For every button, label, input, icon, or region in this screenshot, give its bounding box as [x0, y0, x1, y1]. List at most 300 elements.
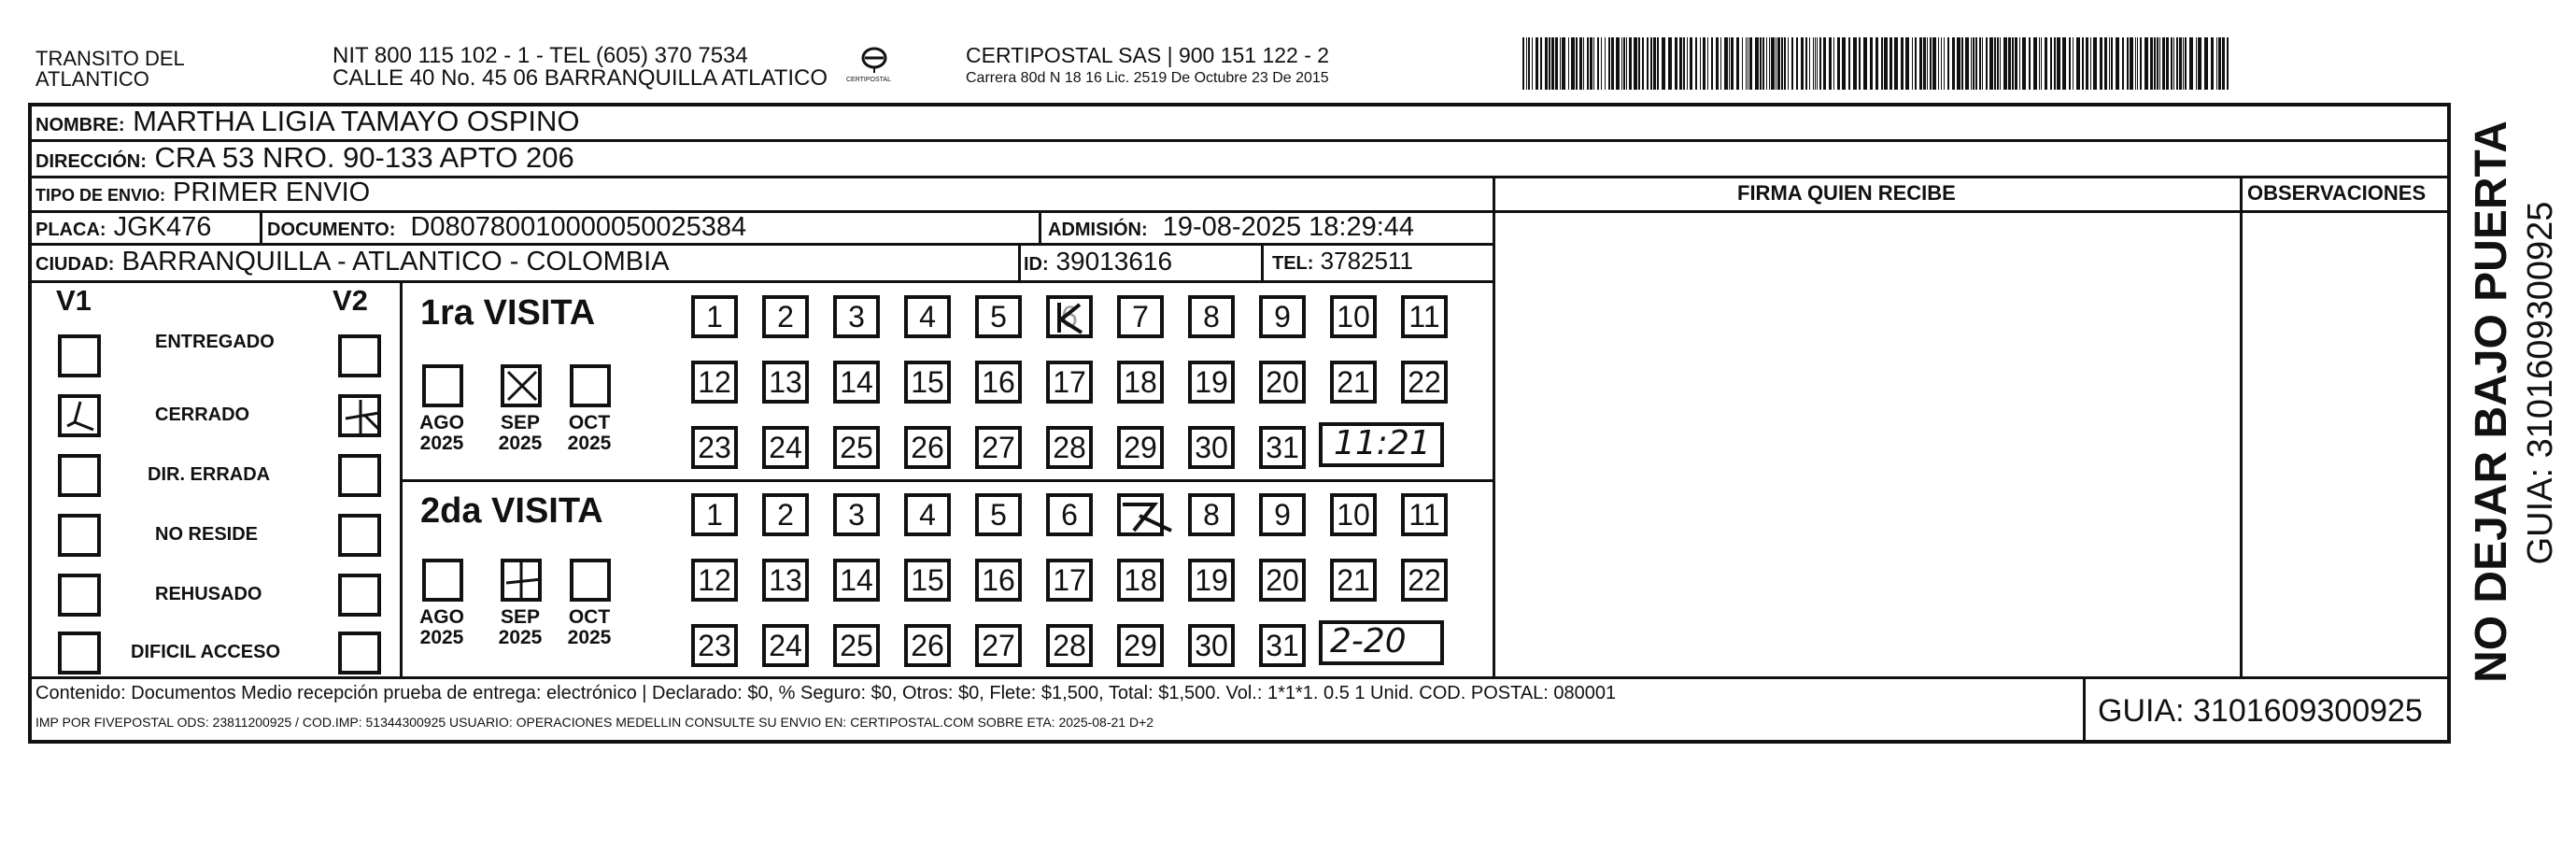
barcode-bar — [1755, 37, 1759, 90]
day-number: 5 — [990, 299, 1007, 334]
day-number: 1 — [706, 497, 723, 532]
barcode-bar — [1642, 37, 1644, 90]
day-box[interactable] — [1188, 426, 1235, 469]
barcode-bar — [1941, 37, 1942, 90]
day-number: 22 — [1408, 562, 1441, 597]
v1-label: V1 — [56, 284, 92, 317]
barcode-bar — [1668, 37, 1672, 90]
day-number: 13 — [769, 562, 802, 597]
day-box[interactable] — [975, 559, 1022, 602]
barcode-bar — [1927, 37, 1928, 90]
v2-checkbox[interactable] — [338, 394, 381, 437]
day-number: 6 — [1061, 299, 1078, 334]
day-number: 25 — [840, 430, 873, 464]
visit1-title: 1ra VISITA — [420, 293, 596, 333]
day-box[interactable] — [1117, 426, 1164, 469]
barcode-bar — [1729, 37, 1730, 90]
v1-checkbox[interactable] — [58, 334, 101, 377]
month-checkbox[interactable] — [422, 559, 463, 602]
barcode-bar — [2000, 37, 2001, 90]
handwritten-mark-icon — [1117, 495, 1173, 536]
logo-text: CERTIPOSTAL — [846, 77, 891, 83]
barcode-bar — [2062, 37, 2066, 90]
barcode-bar — [1771, 37, 1775, 90]
barcode-bar — [1923, 37, 1926, 90]
day-box[interactable] — [1259, 624, 1306, 667]
id-label: ID: — [1024, 254, 1049, 275]
day-box[interactable] — [975, 361, 1022, 404]
barcode-bar — [1526, 37, 1527, 90]
day-box[interactable] — [975, 426, 1022, 469]
sender-nit: NIT 800 115 102 - 1 - TEL (605) 370 7534 — [333, 43, 748, 68]
v2-checkbox[interactable] — [338, 334, 381, 377]
day-box[interactable] — [1188, 624, 1235, 667]
barcode-bar — [1653, 37, 1656, 90]
barcode-bar — [1571, 37, 1575, 90]
v1-checkbox[interactable] — [58, 574, 101, 617]
tipo-row — [35, 179, 370, 206]
handwritten-mark-icon — [1046, 297, 1102, 338]
cross-mark-icon — [342, 398, 398, 439]
day-number: 4 — [919, 497, 936, 532]
barcode-bar — [2159, 37, 2160, 90]
day-box[interactable] — [904, 559, 951, 602]
barcode-bar — [1590, 37, 1592, 90]
barcode-bar — [2076, 37, 2080, 90]
day-number: 12 — [698, 364, 731, 399]
barcode-bar — [1560, 37, 1561, 90]
barcode-bar — [1647, 37, 1649, 90]
certipostal-logo — [846, 43, 902, 90]
barcode-bar — [1587, 37, 1589, 90]
month-checkbox[interactable] — [570, 559, 611, 602]
barcode-bar — [1965, 37, 1969, 90]
day-number: 27 — [982, 628, 1015, 662]
day-number: 19 — [1195, 364, 1228, 399]
barcode-bar — [1683, 37, 1685, 90]
tipo-value: PRIMER ENVIO — [173, 177, 371, 207]
barcode-bar — [1650, 37, 1652, 90]
barcode-bar — [1796, 37, 1798, 90]
footer-guia: GUIA: 3101609300925 — [2098, 693, 2423, 729]
day-box[interactable] — [762, 624, 809, 667]
barcode-bar — [2008, 37, 2011, 90]
v1-checkbox[interactable] — [58, 394, 101, 437]
day-box[interactable] — [691, 295, 738, 338]
check-mark-icon — [62, 398, 99, 435]
status-label: CERRADO — [155, 405, 250, 425]
barcode-bar — [1629, 37, 1632, 90]
day-box[interactable] — [762, 493, 809, 536]
day-box[interactable] — [1259, 493, 1306, 536]
day-number: 3 — [848, 497, 865, 532]
barcode-bar — [1536, 37, 1538, 90]
barcode-bar — [2127, 37, 2129, 90]
day-number: 16 — [982, 562, 1015, 597]
day-box[interactable] — [1330, 295, 1377, 338]
barcode-bar — [1986, 37, 1988, 90]
barcode-bar — [2173, 37, 2174, 90]
barcode-bar — [1819, 37, 1821, 90]
barcode-bar — [2090, 37, 2091, 90]
barcode-bar — [1997, 37, 1999, 90]
day-number: 9 — [1274, 299, 1291, 334]
day-number: 30 — [1195, 430, 1228, 464]
barcode-bar — [2012, 37, 2014, 90]
barcode-bar — [2137, 37, 2138, 90]
admision-label: ADMISIÓN: — [1048, 220, 1148, 240]
day-box[interactable] — [1259, 361, 1306, 404]
barcode-bar — [2073, 37, 2074, 90]
day-box[interactable] — [1046, 361, 1093, 404]
barcode-bar — [1597, 37, 1599, 90]
day-box[interactable] — [1330, 493, 1377, 536]
day-box[interactable] — [904, 624, 951, 667]
day-number: 7 — [1132, 299, 1149, 334]
day-number: 9 — [1274, 497, 1291, 532]
nombre-label: NOMBRE: — [35, 115, 125, 135]
day-box[interactable] — [1046, 624, 1093, 667]
barcode-bar — [1875, 37, 1878, 90]
direccion-value: CRA 53 NRO. 90-133 APTO 206 — [154, 141, 574, 174]
v2-checkbox[interactable] — [338, 574, 381, 617]
day-number: 11 — [1408, 299, 1440, 334]
day-box[interactable] — [1046, 295, 1093, 338]
barcode-bar — [1971, 37, 1972, 90]
day-number: 13 — [769, 364, 802, 399]
barcode-bar — [2176, 37, 2178, 90]
id-value: 39013616 — [1055, 247, 1173, 276]
barcode-bar — [1528, 37, 1530, 90]
barcode-bar — [1848, 37, 1850, 90]
barcode-bar — [1982, 37, 1983, 90]
barcode-bar — [1601, 37, 1602, 90]
tipo-label: TIPO DE ENVIO: — [35, 186, 166, 205]
barcode-bar — [1973, 37, 1974, 90]
status-label: ENTREGADO — [155, 332, 275, 352]
day-number: 18 — [1124, 562, 1157, 597]
barcode-bar — [1884, 37, 1888, 90]
day-number: 24 — [769, 628, 802, 662]
day-number: 25 — [840, 628, 873, 662]
day-box[interactable] — [1401, 295, 1448, 338]
day-box[interactable] — [975, 493, 1022, 536]
barcode-bar — [1781, 37, 1783, 90]
day-box[interactable] — [904, 361, 951, 404]
barcode-bar — [1952, 37, 1955, 90]
day-box[interactable] — [1259, 426, 1306, 469]
barcode-bar — [2109, 37, 2110, 90]
day-box[interactable] — [1046, 426, 1093, 469]
barcode-bar — [2162, 37, 2165, 90]
placa-row — [35, 214, 211, 241]
month-label: SEP 2025 — [498, 606, 543, 649]
nombre-value: MARTHA LIGIA TAMAYO OSPINO — [133, 105, 580, 137]
day-number: 23 — [698, 628, 731, 662]
barcode-bar — [1938, 37, 1939, 90]
footer-imp: IMP POR FIVEPOSTAL ODS: 23811200925 / COD.IMP: 51344300925 USUARIO: OPERACIONES MEDELLIN CONSULTE SU ENVIO EN: CERTIPOSTAL.COM SOBRE ETA: 2025-08-21 D+2 — [35, 715, 1154, 730]
barcode-bar — [1736, 37, 1739, 90]
barcode-bar — [2116, 37, 2119, 90]
visit2-time-handwritten: 2-20 — [1330, 622, 1407, 660]
barcode-bar — [1947, 37, 1949, 90]
sender-name-line1: TRANSITO DEL — [35, 47, 185, 70]
barcode-bar — [2171, 37, 2173, 90]
barcode-bar — [1890, 37, 1892, 90]
barcode-bar — [2196, 37, 2197, 90]
month-checkbox[interactable] — [501, 364, 542, 407]
barcode-bar — [1703, 37, 1706, 90]
barcode-bar — [2218, 37, 2221, 90]
barcode-bar — [1634, 37, 1637, 90]
day-box[interactable] — [762, 361, 809, 404]
barcode-bar — [1762, 37, 1764, 90]
day-box[interactable] — [833, 559, 880, 602]
month-label: AGO 2025 — [419, 606, 464, 649]
day-box[interactable] — [762, 559, 809, 602]
barcode-bar — [1823, 37, 1826, 90]
day-number: 8 — [1203, 497, 1220, 532]
day-box[interactable] — [1401, 361, 1448, 404]
visit2-title: 2da VISITA — [420, 491, 603, 531]
barcode-bar — [1605, 37, 1606, 90]
barcode-bar — [2069, 37, 2071, 90]
month-checkbox[interactable] — [570, 364, 611, 407]
barcode-bar — [2041, 37, 2042, 90]
barcode-bar — [1842, 37, 1846, 90]
x-mark-icon — [504, 368, 540, 404]
barcode-bar — [1912, 37, 1913, 90]
day-number: 20 — [1266, 364, 1299, 399]
day-box[interactable] — [691, 361, 738, 404]
barcode-bar — [1829, 37, 1832, 90]
day-box[interactable] — [1330, 559, 1377, 602]
barcode-bar — [1532, 37, 1533, 90]
day-number: 4 — [919, 299, 936, 334]
sender-name-line2: ATLANTICO — [35, 67, 149, 91]
barcode-bar — [2029, 37, 2031, 90]
day-number: 15 — [911, 364, 944, 399]
barcode-bar — [1859, 37, 1861, 90]
barcode-bar — [1593, 37, 1594, 90]
day-number: 27 — [982, 430, 1015, 464]
barcode-bar — [1784, 37, 1786, 90]
barcode-bar — [1815, 37, 1816, 90]
barcode-bar — [2015, 37, 2017, 90]
day-number: 18 — [1124, 364, 1157, 399]
admision-value: 19-08-2025 18:29:44 — [1162, 212, 1415, 242]
barcode-bar — [1915, 37, 1917, 90]
barcode-bar — [1881, 37, 1883, 90]
v1-checkbox[interactable] — [58, 514, 101, 557]
day-box[interactable] — [691, 624, 738, 667]
day-box[interactable] — [833, 493, 880, 536]
barcode-bar — [1805, 37, 1807, 90]
day-number: 6 — [1061, 497, 1078, 532]
barcode-bar — [1760, 37, 1762, 90]
day-box[interactable] — [691, 493, 738, 536]
day-box[interactable] — [762, 426, 809, 469]
barcode-bar — [1626, 37, 1627, 90]
side-guia: GUIA: 3101609300925 — [2521, 201, 2560, 565]
month-label: SEP 2025 — [498, 412, 543, 455]
barcode-bar — [1551, 37, 1554, 90]
barcode-bar — [2100, 37, 2102, 90]
day-number: 24 — [769, 430, 802, 464]
day-box[interactable] — [1117, 361, 1164, 404]
day-box[interactable] — [1188, 493, 1235, 536]
barcode-bar — [1905, 37, 1909, 90]
day-box[interactable] — [1188, 295, 1235, 338]
v1-checkbox[interactable] — [58, 454, 101, 497]
barcode-bar — [2166, 37, 2169, 90]
tel-label: TEL: — [1272, 253, 1314, 274]
barcode-bar — [1562, 37, 1565, 90]
barcode-bar — [1837, 37, 1840, 90]
day-box[interactable] — [1117, 295, 1164, 338]
day-box[interactable] — [975, 624, 1022, 667]
barcode-bar — [1979, 37, 1981, 90]
barcode-bar — [2019, 37, 2020, 90]
cross-mark-icon — [504, 562, 545, 600]
barcode-bar — [2135, 37, 2136, 90]
barcode-bar — [2157, 37, 2158, 90]
day-box[interactable] — [1259, 559, 1306, 602]
barcode-bar — [1746, 37, 1747, 90]
day-number: 20 — [1266, 562, 1299, 597]
barcode-bar — [1961, 37, 1963, 90]
barcode-bar — [2198, 37, 2201, 90]
barcode-bar — [1657, 37, 1659, 90]
day-box[interactable] — [833, 295, 880, 338]
barcode-bar — [1724, 37, 1728, 90]
barcode-bar — [1579, 37, 1582, 90]
day-box[interactable] — [1330, 361, 1377, 404]
footer-contenido: Contenido: Documentos Medio recepción prueba de entrega: electrónico | Declarado: $0, % Seguro: $0, Otros: $0, Flete: $1,500, Total: $1,500. Vol.: 1*1*1. 0.5 1 Unid. COD. POSTAL: 080001 — [35, 683, 1617, 703]
day-box[interactable] — [691, 559, 738, 602]
day-box[interactable] — [1046, 493, 1093, 536]
barcode-bar — [2204, 37, 2208, 90]
barcode-bar — [2033, 37, 2037, 90]
day-number: 26 — [911, 628, 944, 662]
barcode-bar — [1801, 37, 1804, 90]
day-box[interactable] — [1188, 559, 1235, 602]
v2-checkbox[interactable] — [338, 454, 381, 497]
barcode-bar — [2222, 37, 2225, 90]
day-number: 11 — [1408, 497, 1440, 532]
barcode-bar — [2093, 37, 2097, 90]
barcode-bar — [1791, 37, 1793, 90]
day-box[interactable] — [833, 624, 880, 667]
barcode-bar — [2154, 37, 2156, 90]
documento-value: D080780010000050025384 — [410, 212, 747, 242]
day-box[interactable] — [904, 493, 951, 536]
day-number: 1 — [706, 299, 723, 334]
day-box[interactable] — [833, 361, 880, 404]
company-license: Carrera 80d N 18 16 Lic. 2519 De Octubre 23 De 2015 — [966, 70, 1329, 86]
visit1-time-handwritten: 11:21 — [1334, 424, 1431, 462]
barcode-bar — [2039, 37, 2040, 90]
day-number: 26 — [911, 430, 944, 464]
day-box[interactable] — [1117, 624, 1164, 667]
day-box[interactable] — [975, 295, 1022, 338]
barcode-bar — [1769, 37, 1770, 90]
day-number: 8 — [1203, 299, 1220, 334]
day-box[interactable] — [1046, 559, 1093, 602]
barcode-bar — [2179, 37, 2182, 90]
day-number: 12 — [698, 562, 731, 597]
barcode-bar — [1545, 37, 1548, 90]
day-number: 21 — [1337, 562, 1370, 597]
day-number: 10 — [1337, 497, 1370, 532]
barcode-bar — [2150, 37, 2153, 90]
day-box[interactable] — [1188, 361, 1235, 404]
barcode — [1522, 37, 2232, 90]
barcode-bar — [1695, 37, 1697, 90]
day-number: 23 — [698, 430, 731, 464]
barcode-bar — [1675, 37, 1677, 90]
barcode-bar — [1809, 37, 1810, 90]
day-box[interactable] — [904, 426, 951, 469]
v2-checkbox[interactable] — [338, 632, 381, 674]
barcode-bar — [2144, 37, 2148, 90]
barcode-bar — [1522, 37, 1524, 90]
day-number: 3 — [848, 299, 865, 334]
day-number: 29 — [1124, 430, 1157, 464]
barcode-bar — [2086, 37, 2088, 90]
day-number: 17 — [1053, 562, 1086, 597]
day-box[interactable] — [904, 295, 951, 338]
barcode-bar — [1700, 37, 1701, 90]
month-checkbox[interactable] — [422, 364, 463, 407]
barcode-bar — [1932, 37, 1936, 90]
month-label: OCT 2025 — [567, 606, 612, 649]
day-box[interactable] — [762, 295, 809, 338]
barcode-bar — [1623, 37, 1625, 90]
day-box[interactable] — [1117, 559, 1164, 602]
day-number: 14 — [840, 364, 873, 399]
day-number: 31 — [1266, 430, 1299, 464]
barcode-bar — [1690, 37, 1692, 90]
day-number: 2 — [777, 299, 794, 334]
day-number: 10 — [1337, 299, 1370, 334]
barcode-bar — [1662, 37, 1665, 90]
barcode-bar — [1555, 37, 1558, 90]
status-label: DIFICIL ACCESO — [131, 642, 281, 662]
day-number: 15 — [911, 562, 944, 597]
v1-checkbox[interactable] — [58, 632, 101, 674]
barcode-bar — [2104, 37, 2107, 90]
barcode-bar — [2185, 37, 2187, 90]
day-box[interactable] — [833, 426, 880, 469]
day-box[interactable] — [691, 426, 738, 469]
day-box[interactable] — [1259, 295, 1306, 338]
barcode-bar — [1611, 37, 1614, 90]
id-row — [1024, 248, 1172, 275]
nombre-row — [35, 106, 580, 135]
v2-checkbox[interactable] — [338, 514, 381, 557]
barcode-bar — [1608, 37, 1610, 90]
month-label: AGO 2025 — [419, 412, 464, 455]
barcode-bar — [1833, 37, 1834, 90]
day-box[interactable] — [1401, 493, 1448, 536]
barcode-bar — [2003, 37, 2007, 90]
barcode-bar — [1944, 37, 1945, 90]
month-checkbox[interactable] — [501, 559, 542, 602]
day-box[interactable] — [1401, 559, 1448, 602]
documento-row — [267, 214, 746, 241]
day-box[interactable] — [1117, 493, 1164, 536]
